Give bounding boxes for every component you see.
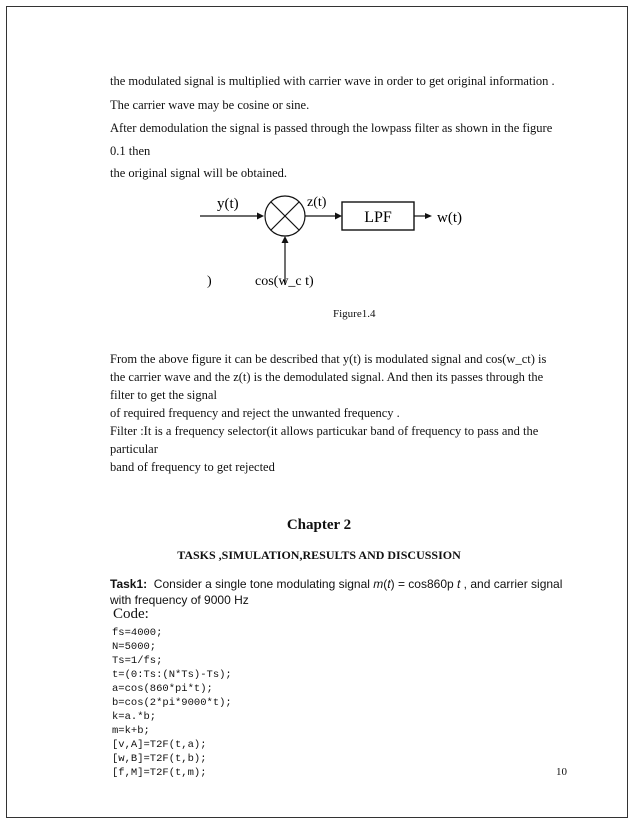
carrier-arrow bbox=[282, 236, 289, 243]
output-label: w(t) bbox=[437, 210, 462, 226]
mid-label: z(t) bbox=[307, 195, 327, 210]
intro-line: After demodulation the signal is passed through the lowpass filter as shown in the figure bbox=[110, 121, 553, 135]
mid-arrow bbox=[335, 213, 342, 220]
signal-name: m bbox=[373, 577, 384, 591]
task-text-b: ) = cos860p bbox=[390, 577, 457, 591]
code-block bbox=[112, 626, 232, 780]
discussion-line: particular bbox=[110, 442, 158, 456]
task-label: Task1: bbox=[110, 577, 148, 591]
chapter-title: Chapter 2 bbox=[286, 517, 352, 533]
discussion-line: filter to get the signal bbox=[110, 388, 217, 402]
paren-open: ( bbox=[383, 577, 388, 591]
demodulator-diagram bbox=[195, 190, 475, 295]
code-line: N=5000; bbox=[112, 641, 157, 653]
discussion-line: the carrier wave and the z(t) is the demodulated signal. And then its passes through the bbox=[110, 370, 544, 384]
intro-line: the original signal will be obtained. bbox=[110, 166, 288, 180]
task-line-1 bbox=[110, 576, 562, 592]
input-label: y(t) bbox=[217, 196, 239, 212]
input-arrow bbox=[257, 213, 264, 220]
discussion-line: From the above figure it can be described that y(t) is modulated signal and cos(w_ct) is bbox=[110, 352, 547, 366]
code-line: k=a.*b; bbox=[112, 711, 157, 723]
lpf-label: LPF bbox=[364, 209, 392, 226]
code-label: Code: bbox=[113, 606, 149, 622]
discussion-line: Filter :It is a frequency selector(it allows particukar band of frequency to pass and the bbox=[110, 424, 539, 438]
stray-mark: ) bbox=[207, 274, 212, 289]
discussion-line: of required frequency and reject the unwanted frequency . bbox=[110, 406, 400, 420]
code-line: t=(0:Ts:(N*Ts)-Ts); bbox=[112, 669, 232, 681]
task-line-2: with frequency of 9000 Hz bbox=[110, 593, 249, 607]
code-line: m=k+b; bbox=[112, 725, 150, 737]
page-number: 10 bbox=[556, 766, 567, 778]
code-line: a=cos(860*pi*t); bbox=[112, 683, 213, 695]
task-description bbox=[110, 576, 562, 608]
task-text-c: , and carrier signal bbox=[460, 577, 563, 591]
section-title: TASKS ,SIMULATION,RESULTS AND DISCUSSION bbox=[177, 548, 461, 562]
task-text-a: Consider a single tone modulating signal bbox=[147, 577, 374, 591]
output-arrow bbox=[425, 213, 432, 219]
figure-caption: Figure1.4 bbox=[333, 308, 376, 320]
var-t: t bbox=[457, 577, 461, 591]
code-line: b=cos(2*pi*9000*t); bbox=[112, 697, 232, 709]
carrier-label: cos(w_c t) bbox=[255, 274, 314, 289]
intro-line: The carrier wave may be cosine or sine. bbox=[110, 98, 310, 112]
discussion-line: band of frequency to get rejected bbox=[110, 460, 275, 474]
code-line: [v,A]=T2F(t,a); bbox=[112, 739, 207, 751]
code-line: [f,M]=T2F(t,m); bbox=[112, 767, 207, 779]
intro-line: the modulated signal is multiplied with carrier wave in order to get original information . bbox=[110, 74, 555, 88]
code-line: fs=4000; bbox=[112, 627, 163, 639]
var-t: t bbox=[387, 577, 391, 591]
code-line: Ts=1/fs; bbox=[112, 655, 163, 667]
intro-line: 0.1 then bbox=[110, 144, 151, 158]
code-line: [w,B]=T2F(t,b); bbox=[112, 753, 207, 765]
